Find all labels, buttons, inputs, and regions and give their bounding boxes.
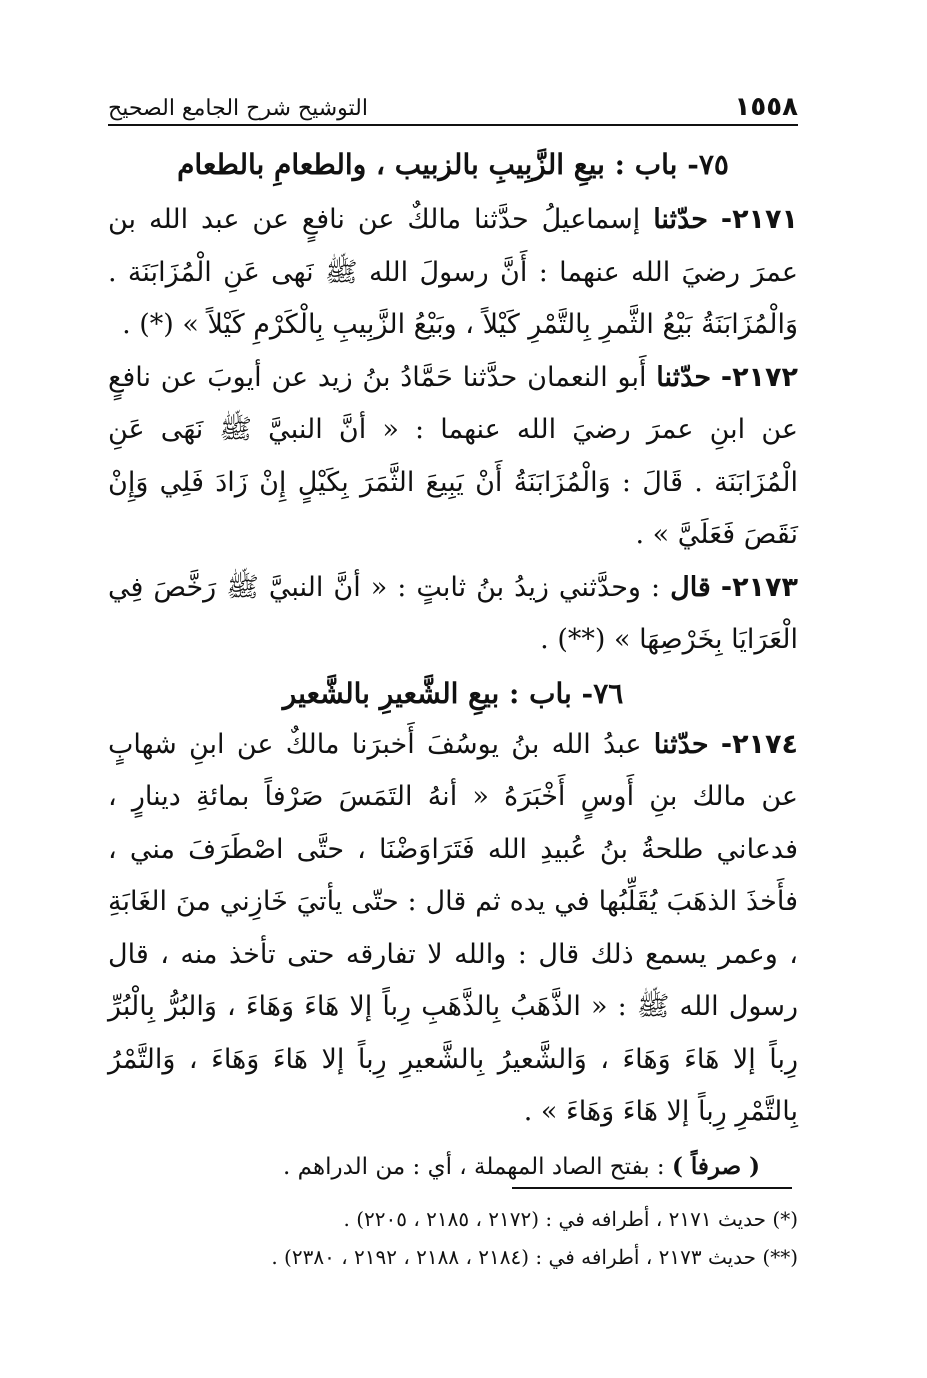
hadith-2174 <box>108 719 798 1139</box>
main-text <box>108 140 798 1189</box>
footnotes <box>108 1200 798 1276</box>
hadith-2172 <box>108 352 798 562</box>
book-title: التوشيح شرح الجامع الصحيح <box>108 96 368 121</box>
chapter-heading-75: ٧٥- باب : بيعِ الزَّبِيبِ بالزبيب ، والطعامِ بالطعام <box>177 148 729 181</box>
narration-word: حدّثنا <box>653 728 709 760</box>
footnote-divider <box>512 1187 792 1189</box>
running-header <box>108 78 798 126</box>
footnote-1: (*) حديث ٢١٧١ ، أطرافه في : (٢١٧٢ ، ٢١٨٥ ، ٢٢٠٥) . <box>343 1207 798 1231</box>
narration-word: حدّثنا <box>656 361 712 393</box>
hadith-2173 <box>108 562 798 667</box>
hadith-2171 <box>108 194 798 352</box>
chapter-heading-76: ٧٦- باب : بيعِ الشَّعيرِ بالشَّعير <box>282 676 624 710</box>
hadith-text: أَبو النعمان حدَّثنا حَمَّادُ بنُ زيد عن أيوبَ عن نافعٍ عن ابنِ عمرَ رضيَ الله عنهما : « أنَّ النبيَّ ﷺ نَهَى عَنِ الْمُزَابَنَة . قَالَ : وَالْمُزَابَنَةُ أَنْ يَبِيعَ الثَّمَرَ بِكَيْلٍ إِنْ زَادَ فَلِي وَإِنْ نَقَصَ فَعَلَيَّ » . <box>108 361 798 550</box>
hadith-text: إسماعيلُ حدَّثنا مالكٌ عن نافعٍ عن عبد الله بن عمرَ رضيَ الله عنهما : أَنَّ رسولَ الله ﷺ نَهى عَنِ الْمُزَابَنَة . وَالْمُزَابَنَةُ بَيْعُ الثَّمرِ بِالتَّمْرِ كَيْلاً ، وبَيْعُ الزَّبِيبِ بِالْكَرْمِ كَيْلاً » (*) . <box>108 204 798 340</box>
narration-word: قال <box>670 571 711 603</box>
narration-word: حدّثنا <box>653 204 708 235</box>
hadith-number: ٢١٧١- <box>720 204 798 235</box>
gloss-note <box>108 1145 760 1189</box>
footnote-2: (**) حديث ٢١٧٣ ، أطرافه في : (٢١٨٤ ، ٢١٨٨ ، ٢١٩٢ ، ٢٣٨٠) . <box>271 1245 798 1269</box>
hadith-number: ٢١٧٢- <box>720 361 798 393</box>
hadith-text: عبدُ الله بنُ يوسُفَ أَخبرَنا مالكٌ عن ابنِ شهابٍ عن مالك بنِ أَوسٍ أَخْبَرَهُ « أنهُ التَمَسَ صَرْفاً بمائةِ دينارٍ ، فدعاني طلحةُ بنُ عُبيدِ الله فَتَرَاوَضْنَا ، حتَّى اصْطَرَفَ مني ، فأَخذَ الذهَبَ يُقَلِّبُها في يده ثم قال : حتّى يأتيَ خَازِني منَ الغَابَةِ ، وعمر يسمع ذلك قال : والله لا تفارقه حتى تأخذ منه ، قال رسول الله ﷺ : « الذَّهَبُ بِالذَّهَبِ رِباً إلا هَاءَ وَهَاءَ ، وَالبُرُّ بِالْبُرِّ رِباً إلا هَاءَ وَهَاءَ ، وَالشَّعيرُ بِالشَّعيرِ رِباً إلا هَاءَ وَهَاءَ ، وَالتَّمْرُ بِالتَّمْرِ رِباً إلا هَاءَ وَهَاءَ » . <box>108 728 798 1127</box>
hadith-number: ٢١٧٤- <box>720 728 798 760</box>
gloss-text: : بفتح الصاد المهملة ، أي : من الدراهم . <box>283 1153 665 1180</box>
page-number: ١٥٥٨ <box>734 92 798 122</box>
hadith-text: : وحدَّثني زيدُ بنُ ثابتٍ : « أنَّ النبيَّ ﷺ رَخَّصَ فِي الْعَرَايَا بِخَرْصِهَا » (**) . <box>108 571 798 655</box>
hadith-number: ٢١٧٣- <box>720 571 798 603</box>
gloss-term: ( صرفاً ) <box>671 1152 760 1180</box>
